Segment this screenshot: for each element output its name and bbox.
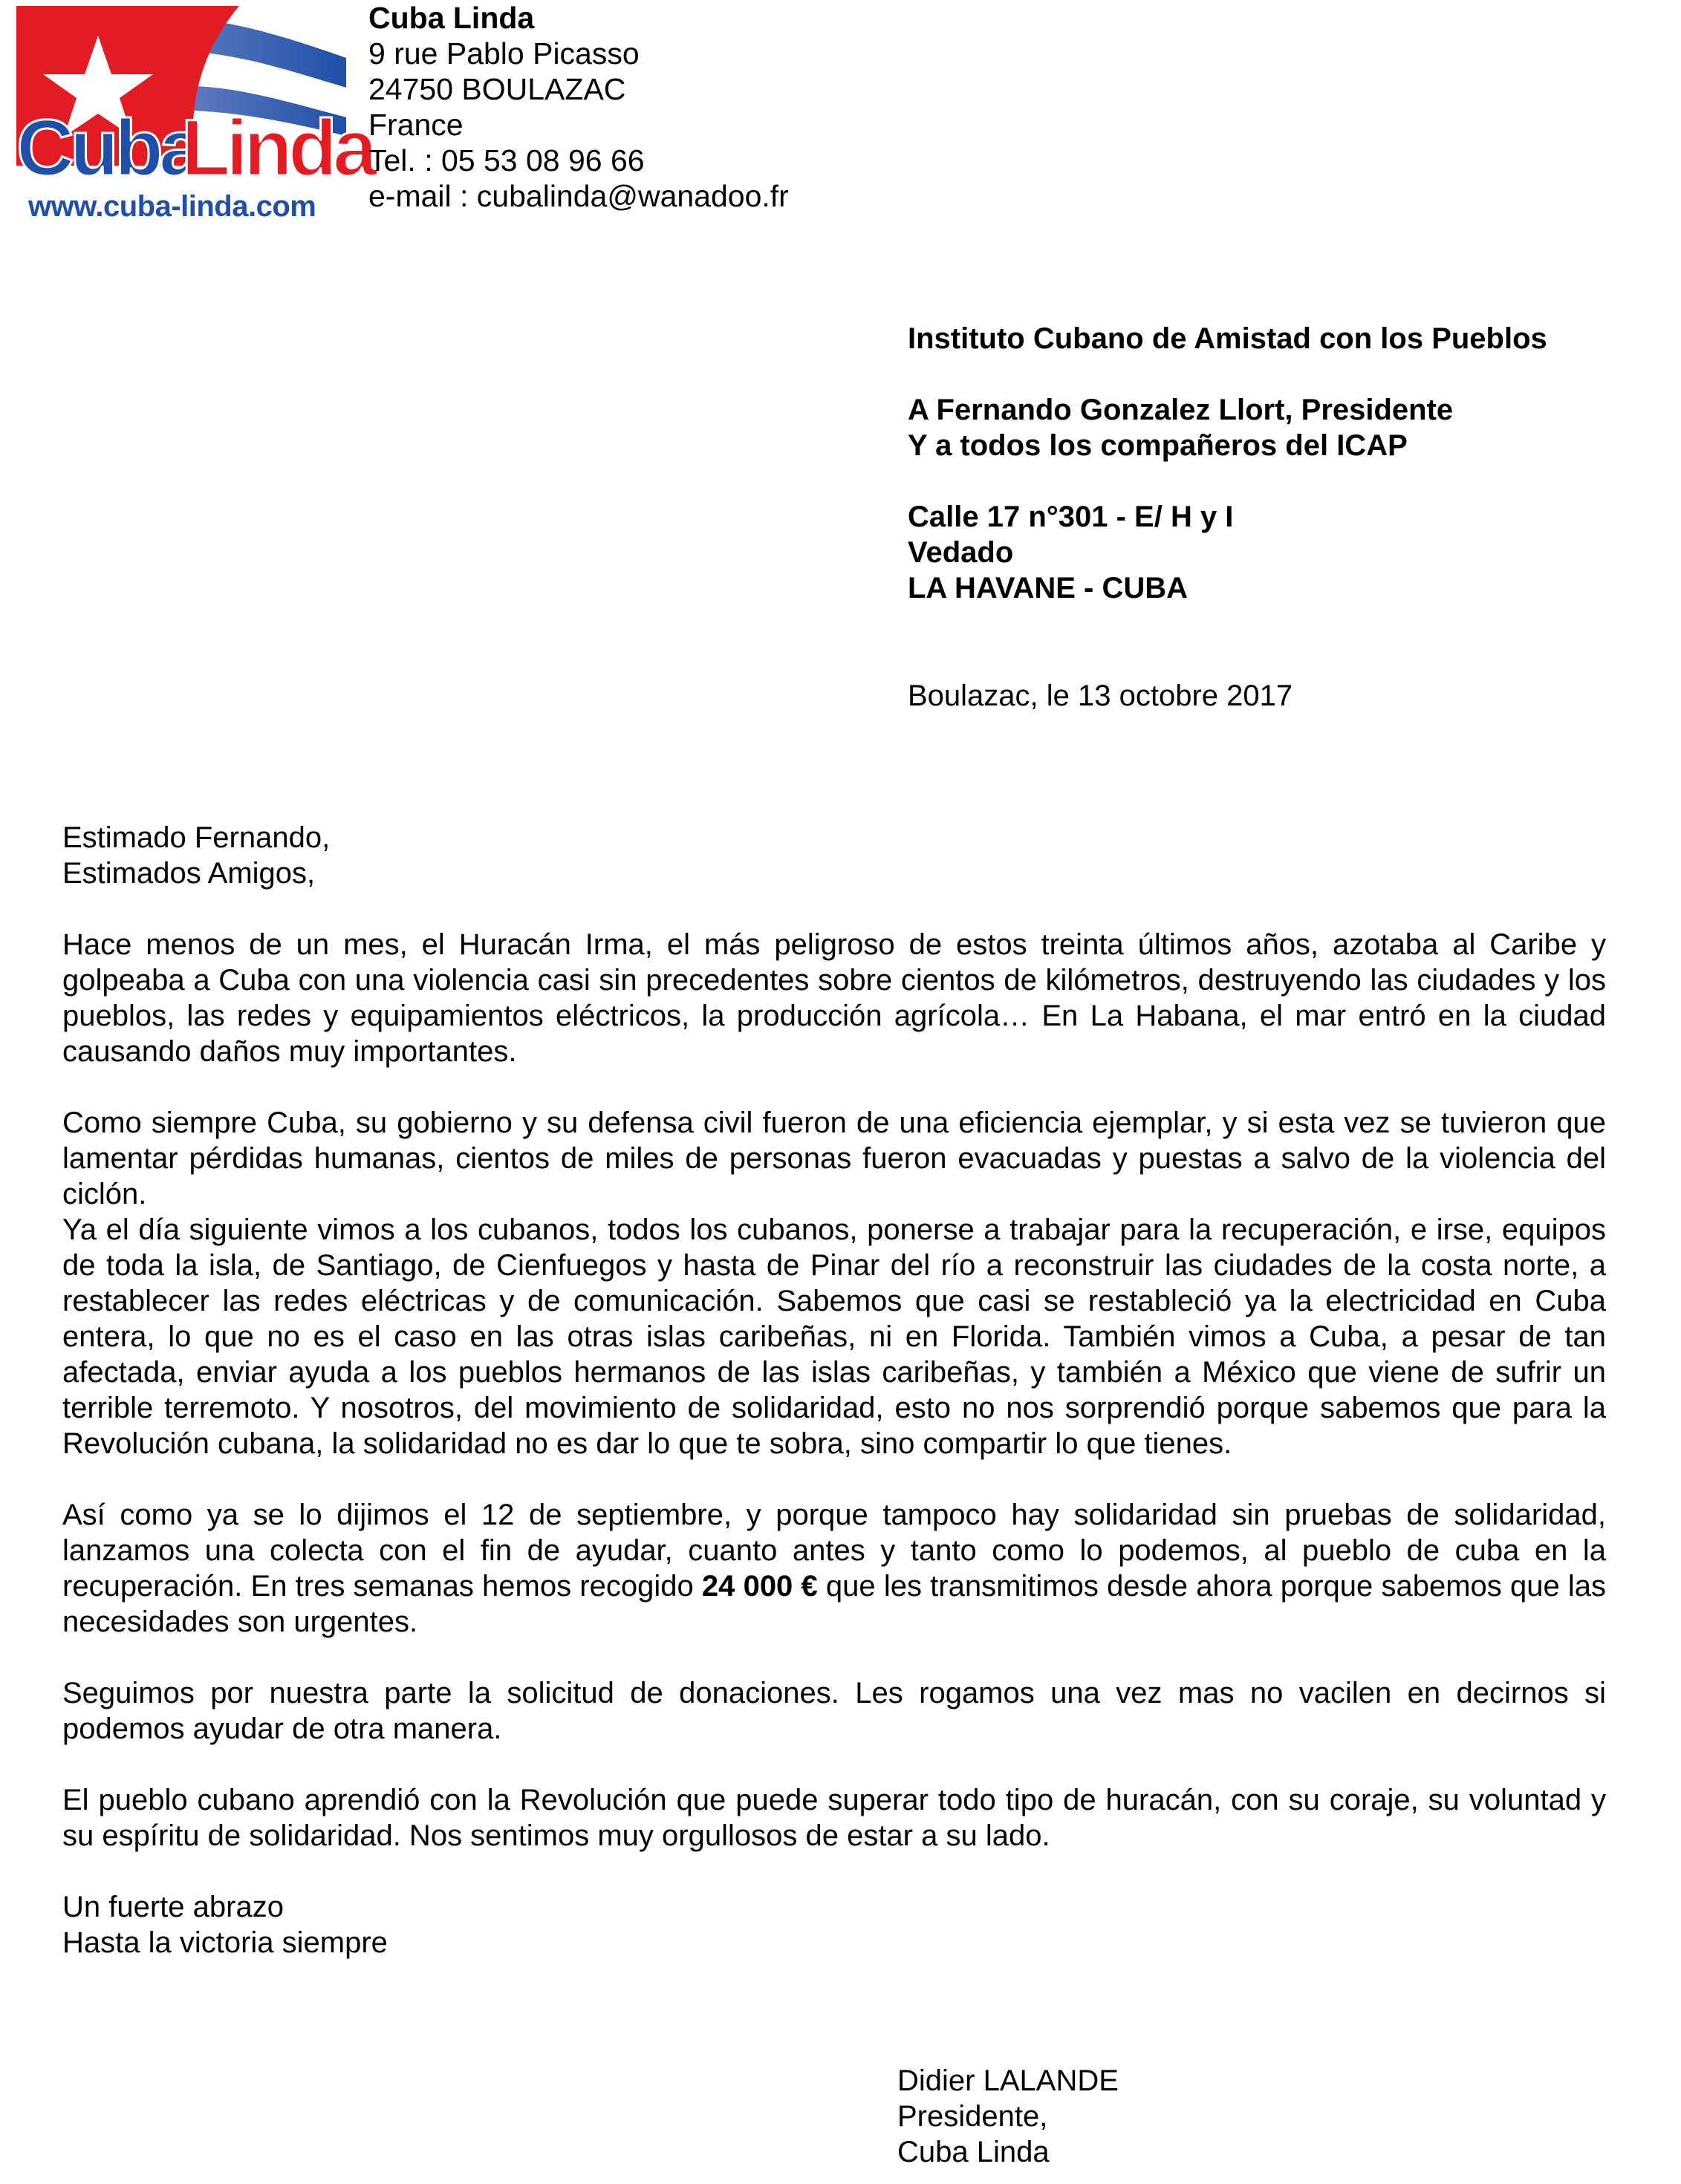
signature-block [897,2063,1119,2170]
signatory-title: Presidente, [897,2100,1048,2133]
recipient-addressee-2: Y a todos los compañeros del ICAP [908,429,1408,462]
paragraph-4-text-a: Así como ya se lo dijimos el 12 de septiembre, y porque tampoco hay solidaridad sin pruebas de solidaridad, lanzamos una colecta con el fin de ayudar, cuanto antes y tanto como lo podemos, al pueblo de cuba en la recuperación. En tres semanas hemos recogido [62,1499,1606,1603]
salutation-line-1: Estimado Fernando, [62,821,331,854]
paragraph-2: Como siempre Cuba, su gobierno y su defensa civil fueron de una eficiencia ejemplar, y si esta vez se tuvieron que lamentar pérdidas humanas, cientos de miles de personas fueron evacuadas y puestas a salvo de la violencia del ciclón. [62,1106,1606,1210]
sender-country: France [368,108,464,142]
cuban-flag-star-icon [16,6,373,192]
recipient-address-2: Vedado [908,536,1014,569]
paragraph-6: El pueblo cubano aprendió con la Revolución que puede superar todo tipo de huracán, con su coraje, su voluntad y su espíritu de solidaridad. Nos sentimos muy orgullosos de estar a su lado. [62,1784,1606,1852]
sender-street: 9 rue Pablo Picasso [368,36,640,71]
paragraph-4 [62,1497,1606,1640]
svg-text:Linda: Linda [181,102,373,192]
sender-address [368,0,789,214]
paragraph-3: Ya el día siguiente vimos a los cubanos, todos los cubanos, ponerse a trabajar para la recuperación, e irse, equipos de toda la isla, de Santiago, de Cienfuegos y hasta de Pinar del río a reconstruir las ciudades de la costa norte, a restablecer las redes eléctricas y de comunicación. Sabemos que casi se restableció ya la electricidad en Cuba entera, lo que no es el caso en las otras islas caribeñas, ni en Florida. También vimos a Cuba, a pesar de tan afectada, enviar ayuda a los pueblos hermanos de las islas caribeñas, y también a México que viene de sufrir un terrible terremoto. Y nosotros, del movimiento de solidaridad, esto no nos sorprendió porque sabemos que para la Revolución cubana, la solidaridad no es dar lo que te sobra, sino compartir lo que tienes. [62,1213,1606,1460]
donation-amount: 24 000 € [701,1570,818,1603]
signatory-organization: Cuba Linda [897,2136,1050,2168]
closing-line-2: Hasta la victoria siempre [62,1926,388,1959]
recipient-address-1: Calle 17 n°301 - E/ H y I [908,501,1234,533]
closing-line-1: Un fuerte abrazo [62,1891,284,1923]
sender-phone: Tel. : 05 53 08 96 66 [368,143,645,177]
sender-name: Cuba Linda [368,1,535,35]
paragraph-1: Hace menos de un mes, el Huracán Irma, el más peligroso de estos treinta últimos años, azotaba al Caribe y golpeaba a Cuba con una violencia casi sin precedentes sobre cientos de kilómetros, destruyendo las ciudades y los pueblos, las redes y equipamientos eléctricos, la producción agrícola… En La Habana, el mar entró en la ciudad causando daños muy importantes. [62,928,1606,1068]
logo-wordmark: Cuba [16,102,199,192]
recipient-addressee-1: A Fernando Gonzalez Llort, Presidente [908,394,1454,426]
recipient-address [908,321,1547,606]
sender-city: 24750 BOULAZAC [368,72,626,106]
cuba-linda-logo [16,6,373,223]
logo-url: www.cuba-linda.com [28,190,316,223]
letter-date: Boulazac, le 13 octobre 2017 [908,679,1293,712]
recipient-address-3: LA HAVANE - CUBA [908,572,1189,604]
sender-email: e-mail : cubalinda@wanadoo.fr [368,179,789,213]
signatory-name: Didier LALANDE [897,2064,1119,2097]
paragraph-5: Seguimos por nuestra parte la solicitud de donaciones. Les rogamos una vez mas no vacilen en decirnos si podemos ayudar de otra manera. [62,1677,1606,1745]
recipient-organization: Instituto Cubano de Amistad con los Pueblos [908,322,1547,355]
letter-body [62,820,1606,1960]
salutation-line-2: Estimados Amigos, [62,857,316,890]
paragraph-4-text-b: que les transmitimos desde ahora porque sabemos que las necesidades son urgentes. [62,1570,1607,1638]
